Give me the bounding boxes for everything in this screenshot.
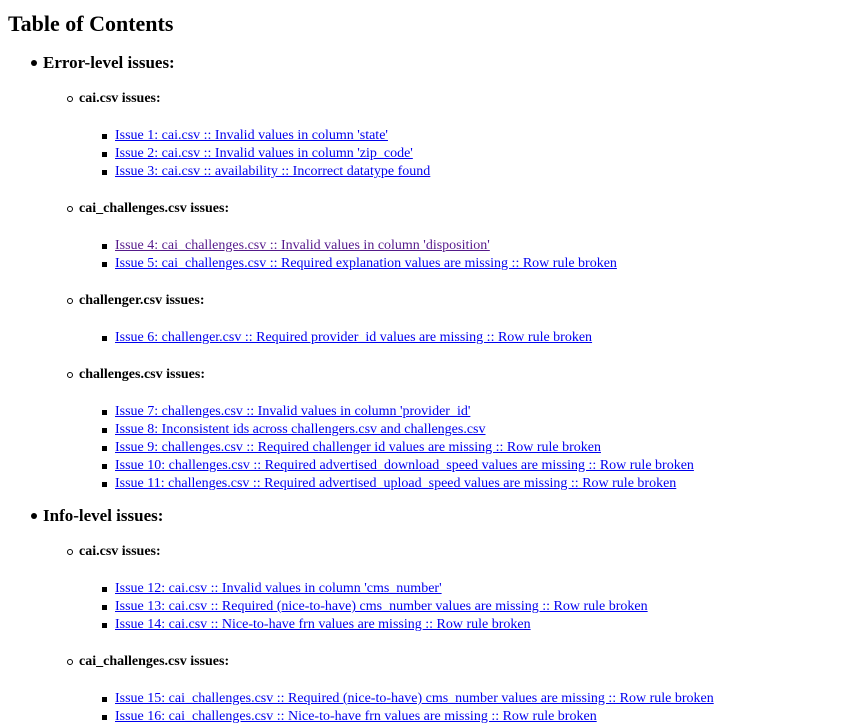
issue-link[interactable]: Issue 13: cai.csv :: Required (nice-to-have) cms_number values are missing :: Row rule broken	[115, 599, 648, 614]
issue-link[interactable]: Issue 5: cai_challenges.csv :: Required explanation values are missing :: Row rule broken	[115, 256, 617, 271]
issue-list	[79, 403, 859, 493]
file-heading	[79, 653, 859, 671]
bullet-square-icon	[102, 262, 107, 267]
bullet-circle-icon	[67, 96, 73, 102]
bullet-circle-icon	[67, 549, 73, 555]
file-section	[43, 366, 859, 493]
list-item	[79, 237, 859, 255]
bullet-circle-icon	[67, 206, 73, 212]
bullet-circle-icon	[67, 372, 73, 378]
issue-link[interactable]: Issue 7: challenges.csv :: Invalid values in column 'provider_id'	[115, 404, 471, 419]
issue-link[interactable]: Issue 9: challenges.csv :: Required challenger id values are missing :: Row rule broken	[115, 440, 601, 455]
level-list	[8, 52, 859, 726]
bullet-square-icon	[102, 605, 107, 610]
file-heading-text: cai.csv issues:	[79, 91, 161, 106]
list-item	[79, 163, 859, 181]
issue-link[interactable]: Issue 10: challenges.csv :: Required advertised_download_speed values are missing :: Row rule broken	[115, 458, 694, 473]
bullet-square-icon	[102, 428, 107, 433]
level-heading-text: Error-level issues:	[43, 53, 175, 72]
file-section	[43, 90, 859, 181]
list-item	[79, 403, 859, 421]
bullet-square-icon	[102, 152, 107, 157]
list-item	[79, 329, 859, 347]
list-item	[79, 421, 859, 439]
issue-list	[79, 237, 859, 273]
issue-link[interactable]: Issue 2: cai.csv :: Invalid values in column 'zip_code'	[115, 146, 413, 161]
bullet-square-icon	[102, 623, 107, 628]
bullet-square-icon	[102, 464, 107, 469]
file-heading	[79, 292, 859, 310]
file-heading	[79, 366, 859, 384]
issue-link[interactable]: Issue 3: cai.csv :: availability :: Incorrect datatype found	[115, 164, 431, 179]
file-list	[43, 90, 859, 493]
bullet-square-icon	[102, 134, 107, 139]
file-heading-text: cai_challenges.csv issues:	[79, 201, 230, 216]
bullet-square-icon	[102, 587, 107, 592]
issue-link[interactable]: Issue 16: cai_challenges.csv :: Nice-to-have frn values are missing :: Row rule broken	[115, 709, 597, 724]
bullet-square-icon	[102, 715, 107, 720]
issue-link[interactable]: Issue 1: cai.csv :: Invalid values in column 'state'	[115, 128, 388, 143]
issue-list	[79, 580, 859, 634]
bullet-square-icon	[102, 482, 107, 487]
bullet-square-icon	[102, 336, 107, 341]
issue-list	[79, 329, 859, 347]
file-section	[43, 543, 859, 634]
list-item	[79, 145, 859, 163]
file-heading	[79, 543, 859, 561]
list-item	[79, 127, 859, 145]
level-heading	[43, 52, 859, 74]
issue-link[interactable]: Issue 12: cai.csv :: Invalid values in column 'cms_number'	[115, 581, 442, 596]
level-section	[8, 505, 859, 726]
list-item	[79, 598, 859, 616]
issue-link[interactable]: Issue 4: cai_challenges.csv :: Invalid values in column 'disposition'	[115, 238, 490, 253]
bullet-square-icon	[102, 697, 107, 702]
level-heading-text: Info-level issues:	[43, 506, 164, 525]
list-item	[79, 708, 859, 726]
file-heading-text: challenger.csv issues:	[79, 293, 205, 308]
bullet-circle-icon	[67, 659, 73, 665]
list-item	[79, 457, 859, 475]
bullet-circle-icon	[67, 298, 73, 304]
issue-link[interactable]: Issue 14: cai.csv :: Nice-to-have frn values are missing :: Row rule broken	[115, 617, 531, 632]
issue-list	[79, 690, 859, 726]
list-item	[79, 475, 859, 493]
file-heading	[79, 200, 859, 218]
file-section	[43, 200, 859, 273]
bullet-square-icon	[102, 170, 107, 175]
bullet-square-icon	[102, 244, 107, 249]
file-list	[43, 543, 859, 726]
file-section	[43, 653, 859, 726]
page-title: Table of Contents	[8, 11, 174, 36]
level-section	[8, 52, 859, 493]
issue-link[interactable]: Issue 11: challenges.csv :: Required advertised_upload_speed values are missing :: Row rule broken	[115, 476, 677, 491]
list-item	[79, 580, 859, 598]
issue-link[interactable]: Issue 15: cai_challenges.csv :: Required (nice-to-have) cms_number values are missing :: Row rule broken	[115, 691, 714, 706]
list-item	[79, 690, 859, 708]
bullet-disc-icon	[31, 513, 37, 519]
list-item	[79, 439, 859, 457]
file-heading-text: challenges.csv issues:	[79, 367, 205, 382]
level-heading	[43, 505, 859, 527]
issue-link[interactable]: Issue 6: challenger.csv :: Required provider_id values are missing :: Row rule broken	[115, 330, 593, 345]
bullet-square-icon	[102, 446, 107, 451]
file-heading-text: cai_challenges.csv issues:	[79, 654, 230, 669]
issue-list	[79, 127, 859, 181]
list-item	[79, 616, 859, 634]
issue-link[interactable]: Issue 8: Inconsistent ids across challengers.csv and challenges.csv	[115, 422, 486, 437]
file-heading-text: cai.csv issues:	[79, 544, 161, 559]
list-item	[79, 255, 859, 273]
file-section	[43, 292, 859, 347]
bullet-disc-icon	[31, 60, 37, 66]
file-heading	[79, 90, 859, 108]
bullet-square-icon	[102, 410, 107, 415]
